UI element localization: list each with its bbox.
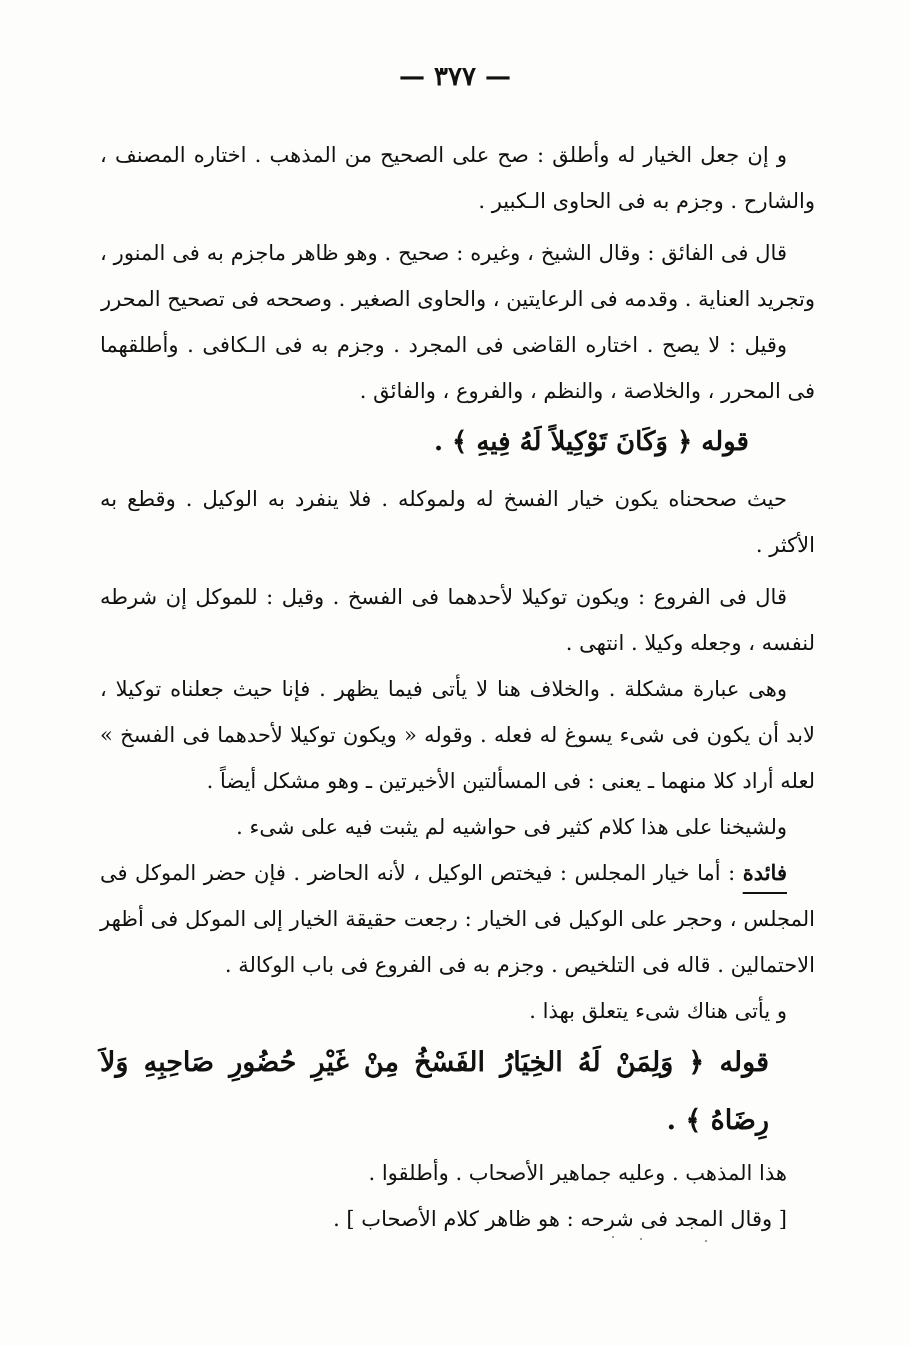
- scan-speck: [640, 1238, 642, 1240]
- paragraph: ولشيخنا على هذا كلام كثير فى حواشيه لم يثبت فيه على شىء .: [236, 815, 787, 839]
- paragraph: و يأتى هناك شىء يتعلق بهذا .: [529, 999, 787, 1023]
- scan-speck: [612, 1236, 614, 1238]
- scan-speck: [705, 1240, 707, 1242]
- section-heading: قوله ﴿ وَكَانَ تَوْكِيلاً لَهُ فِيهِ ﴾ .: [433, 427, 749, 457]
- paragraph: قال فى الفائق : وقال الشيخ ، وغيره : صحيح . وهو ظاهر ماجزم به فى المنور ، وتجريد العناية . وقدمه فى الرعايتين ، والحاوى الصغير . وصححه فى تصحيح المحرر: [100, 241, 815, 311]
- body-text: [100, 132, 815, 1242]
- faida-text: : أما خيار المجلس : فيختص الوكيل ، لأنه الحاضر . فإن حضر الموكل فى المجلس ، وحجر على الوكيل فى الخيار : رجعت حقيقة الخيار إلى الموكل فى أظهر الاحتمالين . قاله فى التلخيص . وجزم به فى الفروع فى باب الوكالة .: [100, 861, 815, 977]
- paragraph: هذا المذهب . وعليه جماهير الأصحاب . وأطلقوا .: [368, 1161, 787, 1185]
- page-number: — ٣٧٧ —: [398, 62, 512, 92]
- paragraph: قال فى الفروع : ويكون توكيلا لأحدهما فى الفسخ . وقيل : للموكل إن شرطه لنفسه ، وجعله وكيلا . انتهى .: [100, 585, 815, 655]
- section-heading: قوله ﴿ وَلِمَنْ لَهُ الخِيَارُ الفَسْخُ مِنْ غَيْرِ حُضُورِ صَاحِبِهِ وَلاَ رِضَاهُ ﴾ .: [100, 1047, 769, 1136]
- paragraph: [ وقال المجد فى شرحه : هو ظاهر كلام الأصحاب ] .: [333, 1207, 787, 1231]
- paragraph: وقيل : لا يصح . اختاره القاضى فى المجرد . وجزم به فى الـكافى . وأطلقهما فى المحرر ، والخلاصة ، والنظم ، والفروع ، والفائق .: [100, 333, 815, 403]
- paragraph: وهى عبارة مشكلة . والخلاف هنا لا يأتى فيما يظهر . فإنا حيث جعلناه توكيلا ، لابد أن يكون فى شىء يسوغ له فعله . وقوله « ويكون توكيلا لأحدهما فى الفسخ » لعله أراد كلا منهما ـ يعنى : فى المسألتين الأخيرتين ـ وهو مشكل أيضاً .: [100, 677, 815, 793]
- paragraph: حيث صححناه يكون خيار الفسخ له ولموكله . فلا ينفرد به الوكيل . وقطع به الأكثر .: [100, 487, 815, 557]
- paragraph: و إن جعل الخيار له وأطلق : صح على الصحيح من المذهب . اختاره المصنف ، والشارح . وجزم به فى الحاوى الـكبير .: [100, 143, 815, 213]
- faida-label: فائدة: [742, 860, 787, 885]
- paragraph-faida: [100, 850, 815, 988]
